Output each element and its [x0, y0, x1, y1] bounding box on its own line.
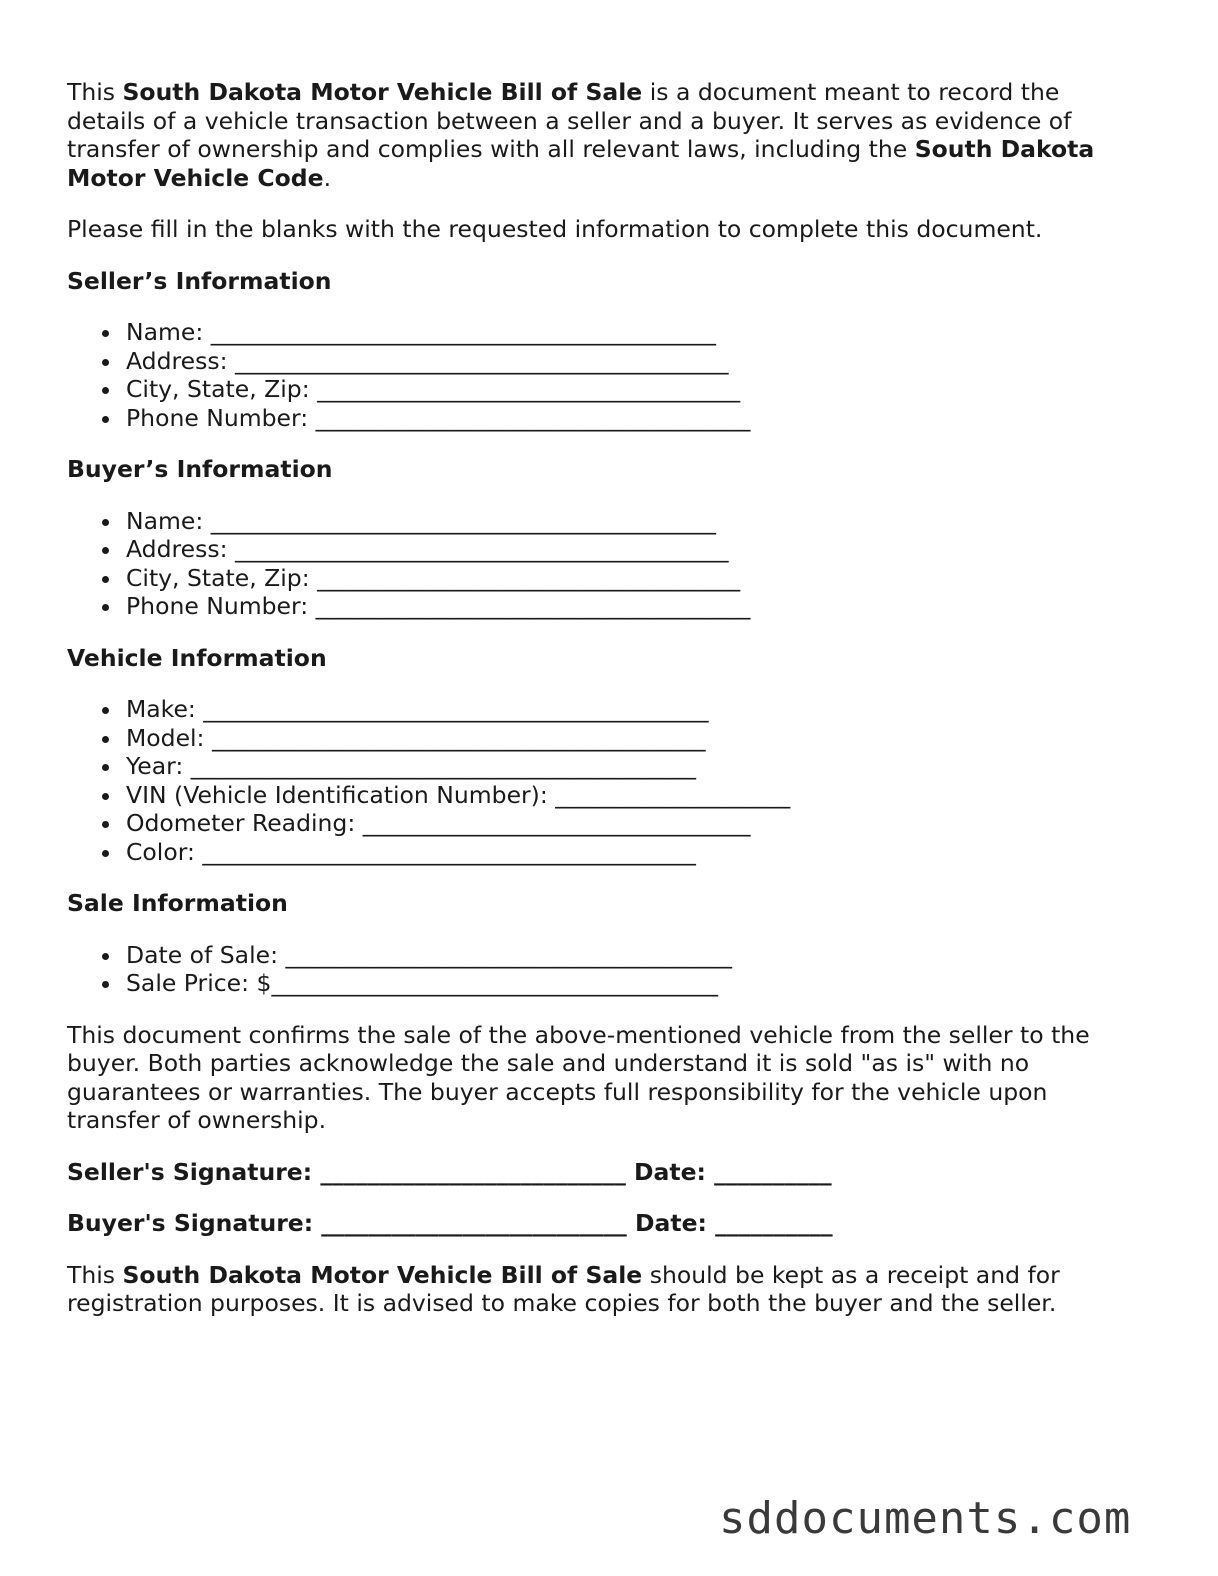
motor-vehicle-code-bold: South Dakota Motor Vehicle Code	[67, 135, 1095, 192]
vehicle-odometer-field[interactable]: Odometer Reading: _________________________________	[126, 809, 1127, 838]
confirmation-paragraph: This document confirms the sale of the above-mentioned vehicle from the seller to the buyer. Both parties acknowledge the sale and understand it is sold "as is" with no guarantees or warranties. The buyer accepts full responsibility for the vehicle upon transfer of ownership.	[67, 1020, 1090, 1134]
vehicle-info-list	[67, 695, 1127, 866]
intro-paragraph: This South Dakota Motor Vehicle Bill of Sale is a document meant to record the details of a vehicle transaction between a seller and a buyer. It serves as evidence of transfer of ownership and complies with all relevant laws, including the South Dakota Motor Vehicle Code.	[67, 78, 1095, 192]
seller-name-field[interactable]: Name: ___________________________________________	[126, 318, 1127, 347]
seller-phone-field[interactable]: Phone Number: _____________________________________	[126, 404, 1127, 433]
seller-city-state-zip-field[interactable]: City, State, Zip: ____________________________________	[126, 375, 1127, 404]
vehicle-color-field[interactable]: Color: __________________________________________	[126, 838, 1127, 867]
seller-info-list	[67, 318, 1127, 432]
sale-info-list	[67, 941, 1127, 998]
buyer-phone-field[interactable]: Phone Number: _____________________________________	[126, 592, 1127, 621]
sale-info-heading: Sale Information	[67, 889, 288, 917]
buyer-city-state-zip-field[interactable]: City, State, Zip: ____________________________________	[126, 564, 1127, 593]
vehicle-model-field[interactable]: Model: __________________________________________	[126, 724, 1127, 753]
closing-title-bold: South Dakota Motor Vehicle Bill of Sale	[122, 1260, 643, 1289]
buyer-info-list	[67, 507, 1127, 621]
closing-paragraph: This South Dakota Motor Vehicle Bill of Sale should be kept as a receipt and for registration purposes. It is advised to make copies for both the buyer and the seller.	[67, 1260, 1060, 1317]
vehicle-make-field[interactable]: Make: ___________________________________________	[126, 695, 1127, 724]
vehicle-vin-field[interactable]: VIN (Vehicle Identification Number): ____________________	[126, 781, 1127, 810]
vehicle-info-heading: Vehicle Information	[67, 643, 327, 672]
buyer-info-heading: Buyer’s Information	[67, 455, 333, 483]
vehicle-year-field[interactable]: Year: ___________________________________________	[126, 752, 1127, 781]
seller-info-heading: Seller’s Information	[67, 266, 332, 295]
document-body	[67, 78, 1127, 1341]
seller-address-field[interactable]: Address: __________________________________________	[126, 347, 1127, 376]
buyer-signature-line[interactable]: Buyer's Signature: __________________________ Date: __________	[67, 1209, 833, 1237]
buyer-address-field[interactable]: Address: __________________________________________	[126, 535, 1127, 564]
sale-price-field[interactable]: Sale Price: $______________________________________	[126, 969, 1127, 998]
buyer-name-field[interactable]: Name: ___________________________________________	[126, 507, 1127, 536]
document-title-bold: South Dakota Motor Vehicle Bill of Sale	[122, 78, 643, 106]
sale-date-field[interactable]: Date of Sale: ______________________________________	[126, 941, 1127, 970]
instruction-text: Please fill in the blanks with the requested information to complete this document.	[67, 215, 1043, 243]
site-watermark: sddocuments.com	[719, 1493, 1132, 1544]
seller-signature-line[interactable]: Seller's Signature: __________________________ Date: __________	[67, 1157, 832, 1186]
